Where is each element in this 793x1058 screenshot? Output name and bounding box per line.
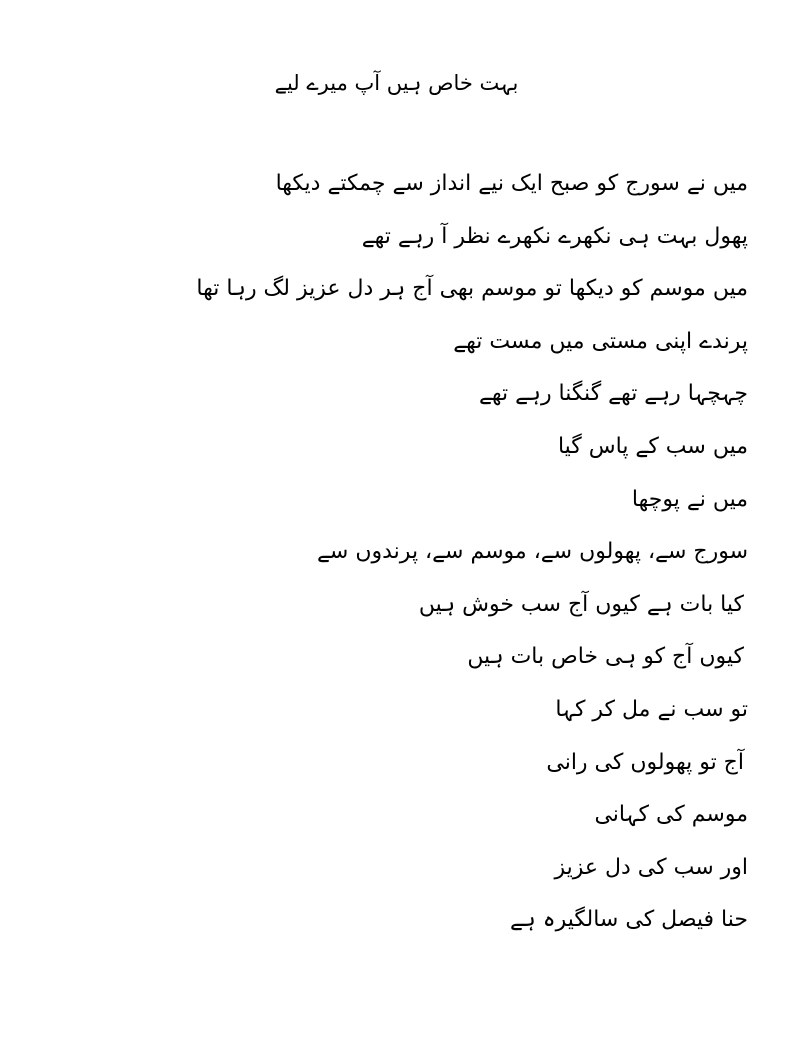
poem-line: چہچہا رہے تھے گنگنا رہے تھے [479, 381, 748, 407]
poem-line: کیا بات ہے کیوں آج سب خوش ہیں [418, 591, 744, 617]
poem-lines [196, 164, 748, 953]
poem-line: تو سب نے مل کر کہا [555, 696, 748, 722]
poem-title: بہت خاص ہیں آپ میرے لیے [274, 71, 519, 95]
poem-line: میں سب کے پاس گیا [557, 433, 748, 459]
poem-line: موسم کی کہانی [594, 802, 748, 828]
poem-line: میں نے سورج کو صبح ایک نیے انداز سے چمکتے دیکھا [275, 171, 748, 196]
poem-line: میں موسم کو دیکھا تو موسم بھی آج ہر دل عزیز لگ رہا تھا [196, 276, 748, 302]
poem-line: سورج سے، پھولوں سے، موسم سے، پرندوں سے [317, 539, 748, 565]
poem-line: پھول بہت ہی نکھرے نکھرے نظر آ رہے تھے [361, 223, 748, 249]
poem-line: میں نے پوچھا [631, 486, 748, 512]
poem-line: آج تو پھولوں کی رانی [546, 749, 744, 775]
poem-line: حنا فیصل کی سالگیرہ ہے [509, 907, 748, 933]
poem-line: پرندے اپنی مستی میں مست تھے [453, 328, 748, 354]
poem-line: کیوں آج کو ہی خاص بات ہیں [467, 644, 744, 670]
poem-line: اور سب کی دل عزیز [554, 854, 748, 880]
